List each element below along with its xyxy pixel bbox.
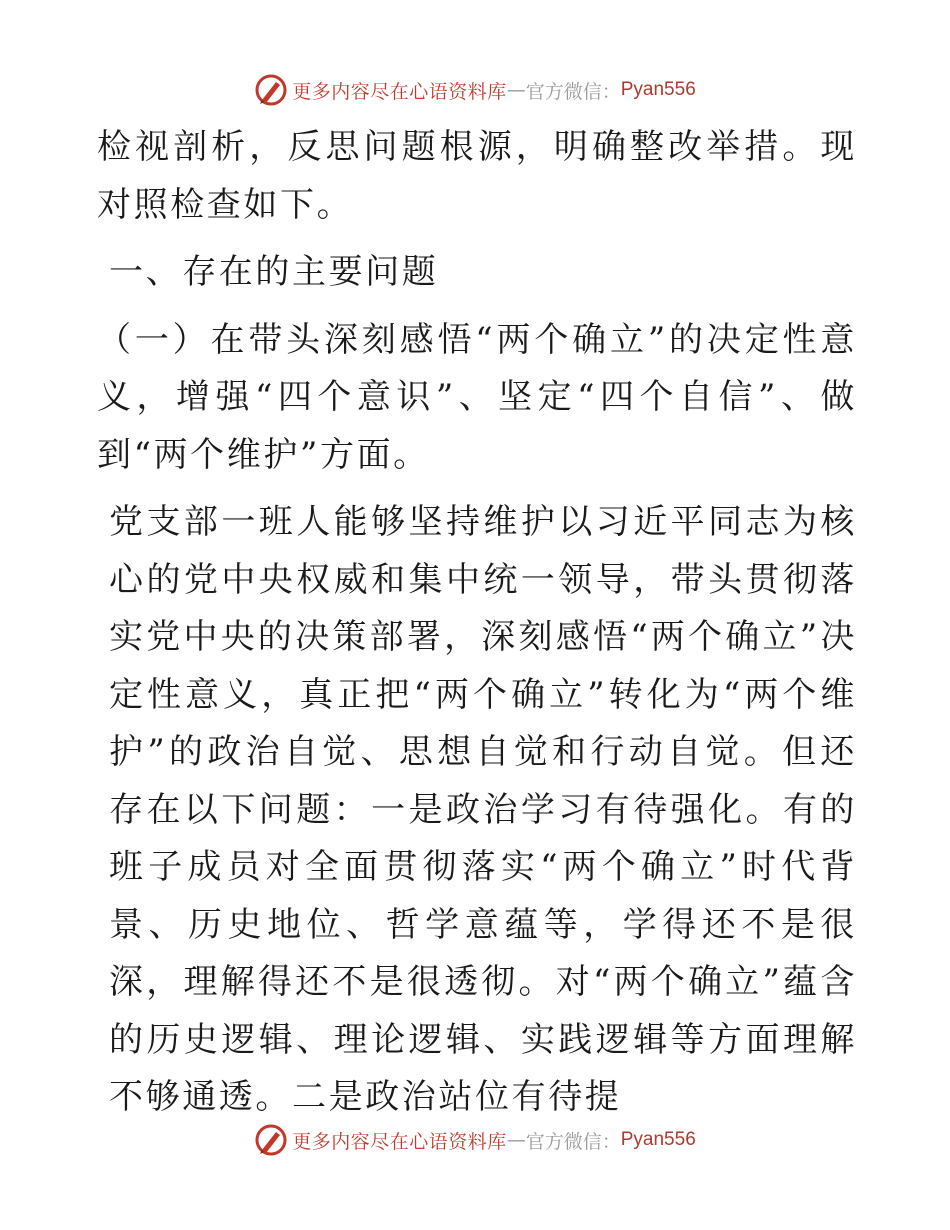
- watermark-weixin-id: Pyan556: [620, 1129, 696, 1150]
- watermark-main-text: 更多内容尽在心语资料库: [292, 1130, 507, 1153]
- pen-logo-icon: [254, 73, 288, 107]
- watermark-main-text: 更多内容尽在心语资料库: [292, 80, 507, 103]
- subsection-heading: （一）在带头深刻感悟“两个确立”的决定性意义，增强“四个意识”、坚定“四个自信”、做到“两个维护”方面。: [97, 319, 857, 475]
- paragraph-intro: 检视剖析，反思问题根源，明确整改举措。现对照检查如下。: [97, 127, 857, 225]
- watermark-footer: [0, 1120, 950, 1160]
- watermark-dash: —: [506, 1129, 526, 1151]
- paragraph-body: 党支部一班人能够坚持维护以习近平同志为核心的党中央权威和集中统一领导，带头贯彻落实党中央的决策部署，深刻感悟“两个确立”决定性意义，真正把“两个确立”转化为“两个维护”的政治自觉、思想自觉和行动自觉。但还存在以下问题：一是政治学习有待强化。有的班子成员对全面贯彻落实“两个确立”时代背景、历史地位、哲学意蕴等，学得还不是很深，理解得还不是很透彻。对“两个确立”蕴含的历史逻辑、理论逻辑、实践逻辑等方面理解不够通透。二是政治站位有待提: [109, 502, 857, 1117]
- watermark-header: [0, 70, 950, 110]
- watermark-weixin-label: 官方微信：: [525, 80, 621, 103]
- pen-logo-icon: [254, 1123, 288, 1157]
- watermark-weixin-label: 官方微信：: [525, 1130, 621, 1153]
- document-body: [97, 119, 857, 1127]
- watermark-weixin-id: Pyan556: [620, 79, 696, 100]
- section-heading: 一、存在的主要问题: [109, 252, 439, 292]
- watermark-dash: —: [506, 79, 526, 101]
